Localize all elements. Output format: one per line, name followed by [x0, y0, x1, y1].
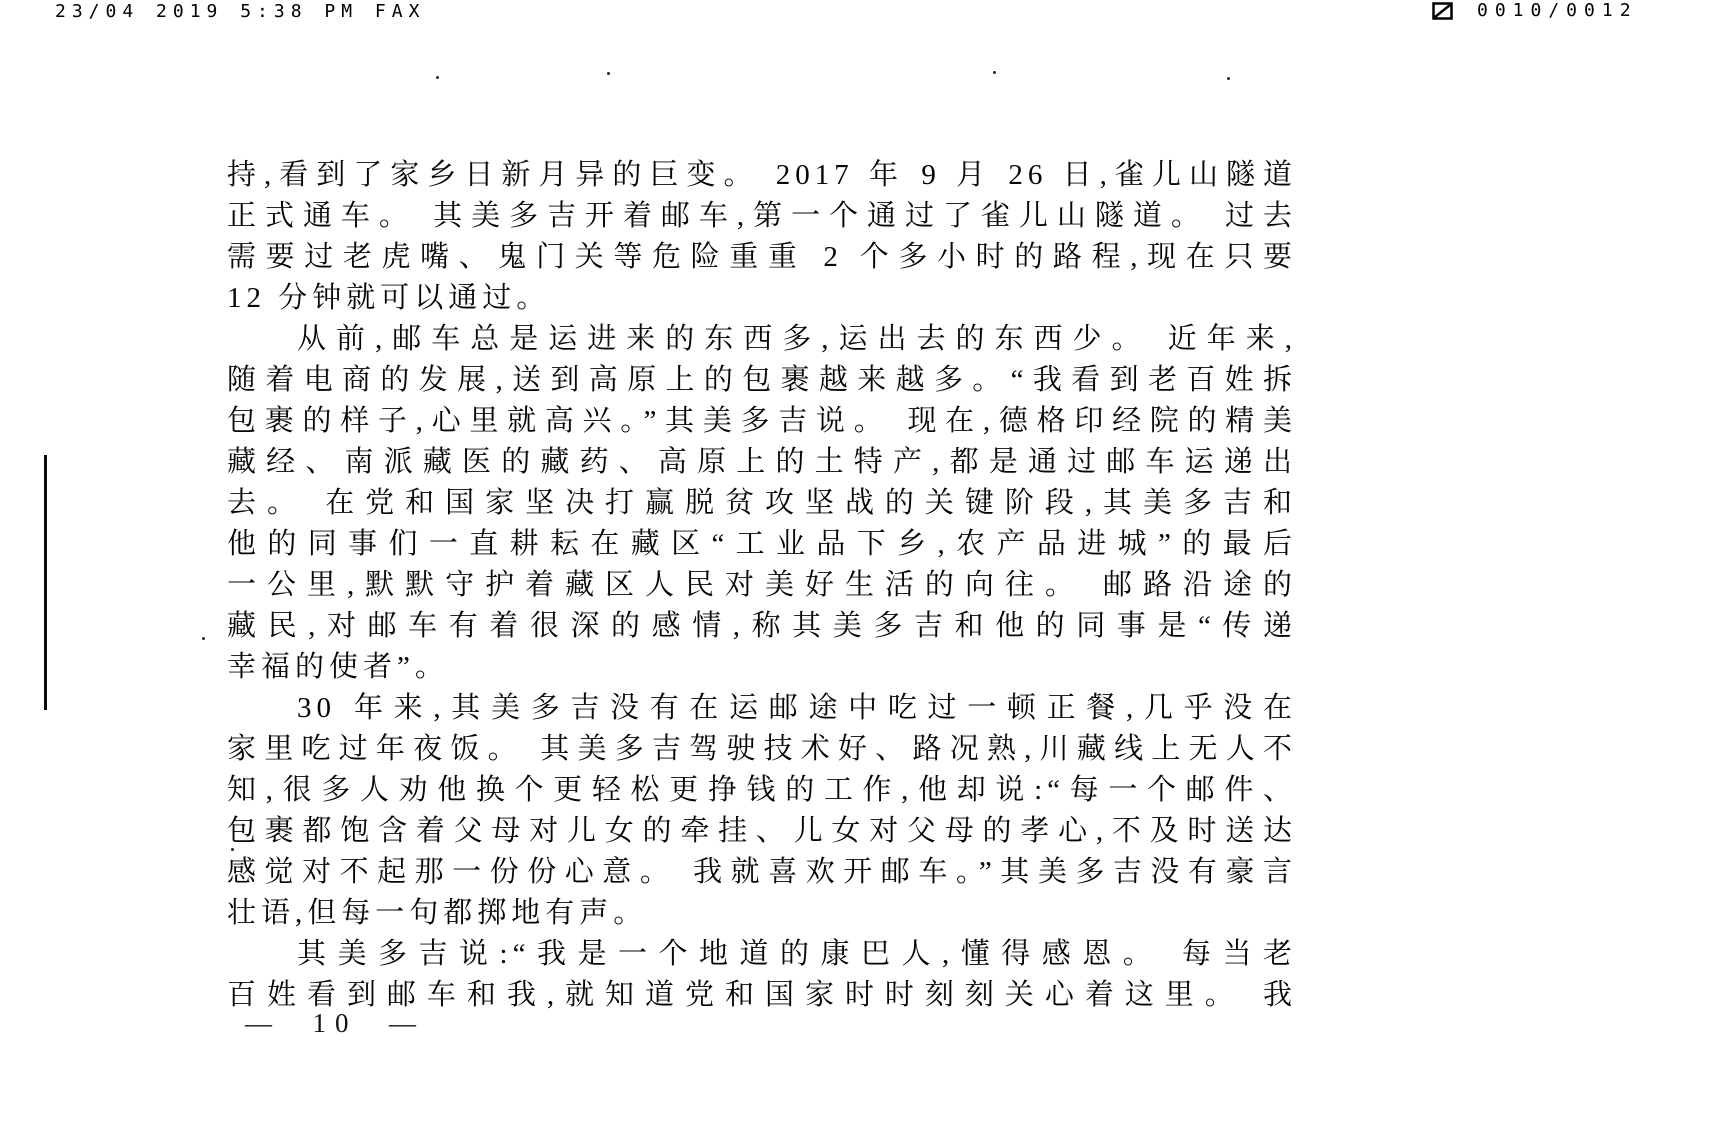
text-line: 他的同事们一直耕耘在藏区“工业品下乡,农产品进城”的最后	[227, 528, 1297, 560]
text-line: 感觉对不起那一份份心意。 我就喜欢开邮车。”其美多吉没有豪言	[227, 856, 1297, 888]
text-line: 去。 在党和国家坚决打赢脱贫攻坚战的关键阶段,其美多吉和	[227, 487, 1297, 519]
fax-page-counter: 0010/0012	[1477, 0, 1638, 21]
text-line: 从前,邮车总是运进来的东西多,运出去的东西少。 近年来,	[297, 323, 1297, 355]
document-text-block	[227, 155, 1297, 1016]
paragraph-2	[227, 319, 1297, 688]
text-line: 藏民,对邮车有着很深的感情,称其美多吉和他的同事是“传递	[227, 610, 1297, 642]
text-line: 随着电商的发展,送到高原上的包裹越来越多。“我看到老百姓拆	[227, 364, 1297, 396]
scan-speck	[231, 848, 234, 851]
text-line: 12 分钟就可以通过。	[227, 282, 551, 314]
left-edge-scan-line	[44, 455, 47, 710]
text-line: 持,看到了家乡日新月异的巨变。 2017 年 9 月 26 日,雀儿山隧道	[227, 159, 1297, 191]
text-line: 藏经、南派藏医的藏药、高原上的土特产,都是通过邮车运递出	[227, 446, 1297, 478]
paragraph-4	[227, 934, 1297, 1016]
text-line: 需要过老虎嘴、鬼门关等危险重重 2 个多小时的路程,现在只要	[227, 241, 1297, 273]
scan-speck	[1227, 77, 1230, 80]
text-line: 壮语,但每一句都掷地有声。	[227, 897, 648, 929]
scan-speck	[993, 71, 996, 74]
text-line: 百姓看到邮车和我,就知道党和国家时时刻刻关心着这里。 我	[227, 979, 1297, 1011]
text-line: 幸福的使者”。	[227, 651, 449, 683]
scan-speck	[436, 76, 439, 79]
scan-speck	[607, 72, 610, 75]
text-line: 家里吃过年夜饭。 其美多吉驾驶技术好、路况熟,川藏线上无人不	[227, 733, 1297, 765]
text-line: 30 年来,其美多吉没有在运邮途中吃过一顿正餐,几乎没在	[297, 692, 1297, 724]
fax-page-icon	[1432, 2, 1453, 20]
text-line: 包裹都饱含着父母对儿女的牵挂、儿女对父母的孝心,不及时送达	[227, 815, 1297, 847]
text-line: 其美多吉说:“我是一个地道的康巴人,懂得感恩。 每当老	[297, 938, 1297, 970]
text-line: 正式通车。 其美多吉开着邮车,第一个通过了雀儿山隧道。 过去	[227, 200, 1297, 232]
page-number: — 10 —	[245, 1008, 425, 1038]
paragraph-1	[227, 155, 1297, 319]
paragraph-3	[227, 688, 1297, 934]
fax-header	[0, 0, 1728, 30]
text-line: 知,很多人劝他换个更轻松更挣钱的工作,他却说:“每一个邮件、	[227, 774, 1297, 806]
text-line: 一公里,默默守护着藏区人民对美好生活的向往。 邮路沿途的	[227, 569, 1297, 601]
fax-timestamp: 23/04 2019 5:38 PM FAX	[55, 1, 426, 22]
fax-counter-group	[1432, 0, 1638, 21]
scan-speck	[202, 637, 205, 640]
text-line: 包裹的样子,心里就高兴。”其美多吉说。 现在,德格印经院的精美	[227, 405, 1297, 437]
